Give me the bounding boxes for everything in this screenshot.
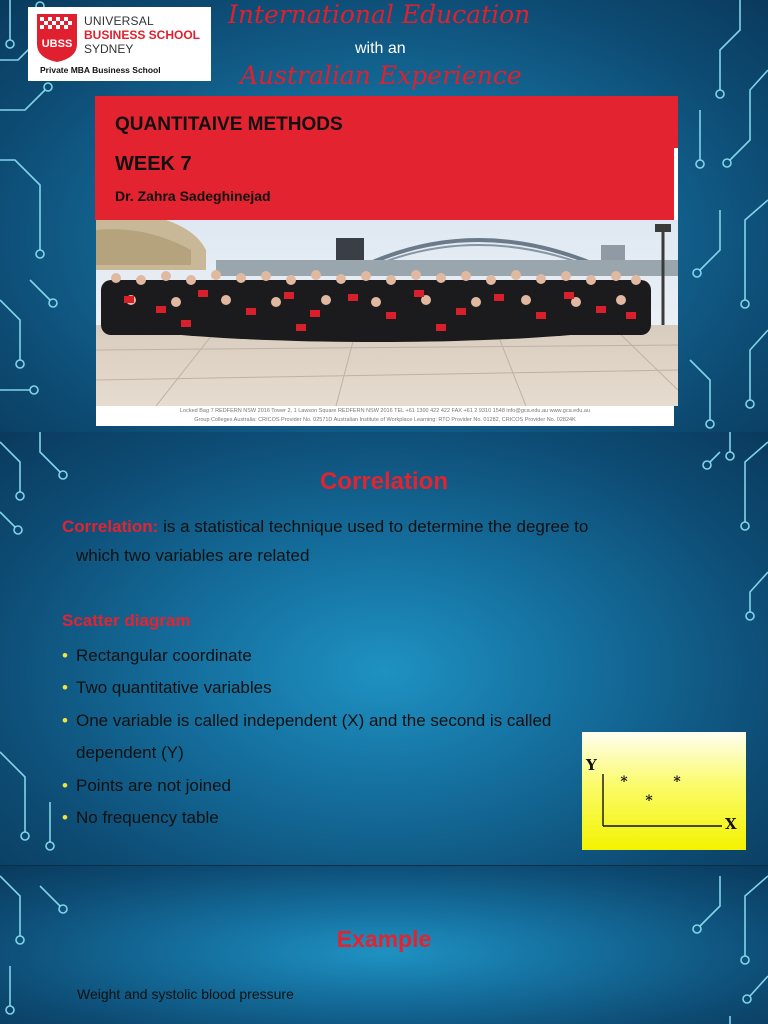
week-label: WEEK 7 [115,153,192,175]
logo-mark-text: UBSS [41,38,73,50]
definition-text-line-2: which two variables are related [76,546,310,565]
header-line-1: International Education [228,0,531,29]
scatter-diagram-illustration [582,732,746,850]
example-text: Weight and systolic blood pressure [77,986,294,1002]
example-slide [0,866,768,1024]
ubss-logo [28,7,211,81]
list-item [62,672,622,704]
scatter-point: * [620,774,628,790]
logo-line-2: BUSINESS SCHOOL [84,28,201,42]
bullet-icon: • [62,678,68,698]
list-item [62,770,622,802]
slide-title: Example [336,926,432,952]
author-name: Dr. Zahra Sadeghinejad [115,188,271,204]
course-title: QUANTITAIVE METHODS [115,114,343,135]
list-item [62,705,622,770]
logo-line-3: SYDNEY [84,42,134,56]
graduation-photo [96,220,678,406]
scatter-point: * [645,793,653,809]
list-item [62,640,622,672]
logo-line-1: UNIVERSAL [84,14,154,28]
contact-footer [96,406,674,426]
bullet-text: No frequency table [76,808,219,828]
bullet-icon: • [62,646,68,665]
course-title-panel [95,96,678,220]
scatter-point: * [673,774,681,790]
scatter-diagram-heading: Scatter diagram [62,611,191,630]
footer-line-1: Locked Bag 7 REDFERN NSW 2016 Tower 2, 1 Lawson Square REDFERN NSW 2016 TEL +61 1300 422 422 FAX +61 2 9310 1548 info@gca.edu.au www.gca.edu.au [180,408,590,414]
header-line-3: Australian Experience [240,61,522,90]
panel-edge [674,148,678,220]
correlation-definition [62,512,702,570]
correlation-slide [0,432,768,866]
bullet-list [62,640,622,834]
bullet-text: Points are not joined [76,775,231,795]
bullet-text: Two quantitative variables [76,678,272,698]
ubss-shield-icon [37,14,77,62]
slide-title: Correlation [319,468,448,495]
list-item [62,802,622,834]
bullet-text: Rectangular coordinate [76,646,252,665]
definition-text: is a statistical technique used to determine the degree to [158,517,589,536]
y-axis-label: Y [586,756,597,774]
bullet-icon: • [62,808,68,828]
bullet-icon: • [62,710,68,730]
logo-tagline: Private MBA Business School [40,65,161,75]
header-line-2: with an [355,40,406,57]
footer-line-2: Group Colleges Australia: CRICOS Provider No. 02571D Australian Institute of Workplace Learning: RTO Provider No. 01282, CRICOS Provider No. 02824K [194,417,576,423]
bullet-icon: • [62,775,68,795]
title-slide [0,0,768,432]
bullet-text: One variable is called independent (X) and the second is called dependent (Y) [76,710,552,763]
definition-term: Correlation: [62,517,159,536]
x-axis-label: X [725,815,737,833]
